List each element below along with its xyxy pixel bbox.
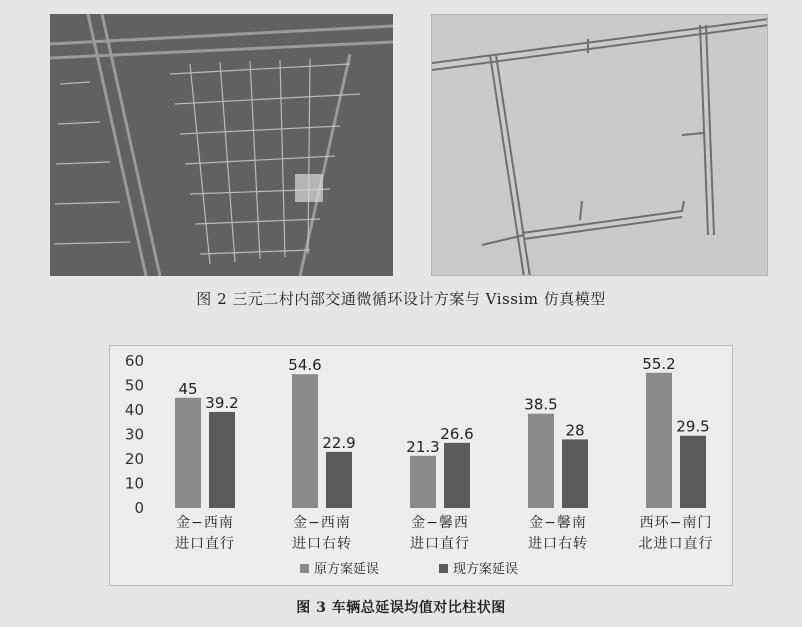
- bar-current-0: [209, 412, 235, 508]
- bar-current-4: [680, 436, 706, 508]
- x-category-label: 金−西南: [176, 515, 234, 531]
- legend-label-original: 原方案延误: [314, 562, 380, 577]
- y-tick-label: 0: [134, 499, 144, 517]
- x-category-label: 进口直行: [175, 536, 235, 552]
- data-label: 28: [565, 421, 585, 440]
- data-label: 39.2: [205, 393, 239, 412]
- data-label: 45: [178, 379, 198, 398]
- bar-current-2: [444, 443, 470, 508]
- bar-original-3: [528, 414, 554, 508]
- bar-original-0: [175, 398, 201, 508]
- y-tick-label: 20: [124, 450, 144, 468]
- bar-original-1: [292, 374, 318, 508]
- x-category-label: 进口右转: [528, 536, 588, 552]
- y-axis-ticks: [125, 352, 144, 517]
- x-category-label: 北进口直行: [638, 536, 714, 552]
- data-label: 38.5: [524, 395, 558, 414]
- y-tick-label: 60: [124, 352, 144, 370]
- x-category-label: 西环−南门: [639, 515, 713, 531]
- figure-2-caption: 图 2 三元二村内部交通微循环设计方案与 Vissim 仿真模型: [196, 290, 606, 308]
- figure-3-caption: 图 3 车辆总延误均值对比柱状图: [296, 600, 506, 616]
- data-labels: [178, 355, 709, 456]
- x-category-label: 进口右转: [292, 536, 352, 552]
- bar-original-4: [646, 373, 672, 508]
- data-label: 55.2: [642, 354, 676, 373]
- y-tick-label: 10: [124, 474, 144, 493]
- data-label: 21.3: [406, 437, 440, 456]
- legend-swatch-current: [439, 564, 448, 573]
- data-label: 22.9: [322, 433, 356, 452]
- bar-current-1: [326, 452, 352, 508]
- data-label: 54.6: [288, 356, 322, 375]
- x-category-label: 金−西南: [293, 515, 351, 531]
- bar-original-2: [410, 456, 436, 508]
- x-category-label: 金−馨西: [411, 515, 469, 531]
- legend-swatch-original: [300, 564, 309, 573]
- y-tick-label: 30: [124, 425, 144, 444]
- y-tick-label: 40: [124, 401, 144, 419]
- x-category-label: 进口直行: [410, 536, 470, 552]
- legend-label-current: 现方案延误: [453, 562, 519, 577]
- data-label: 29.5: [676, 417, 710, 436]
- bar-current-3: [562, 439, 588, 508]
- x-category-label: 金−馨南: [529, 515, 587, 531]
- y-tick-label: 50: [124, 376, 144, 395]
- data-label: 26.6: [440, 424, 474, 443]
